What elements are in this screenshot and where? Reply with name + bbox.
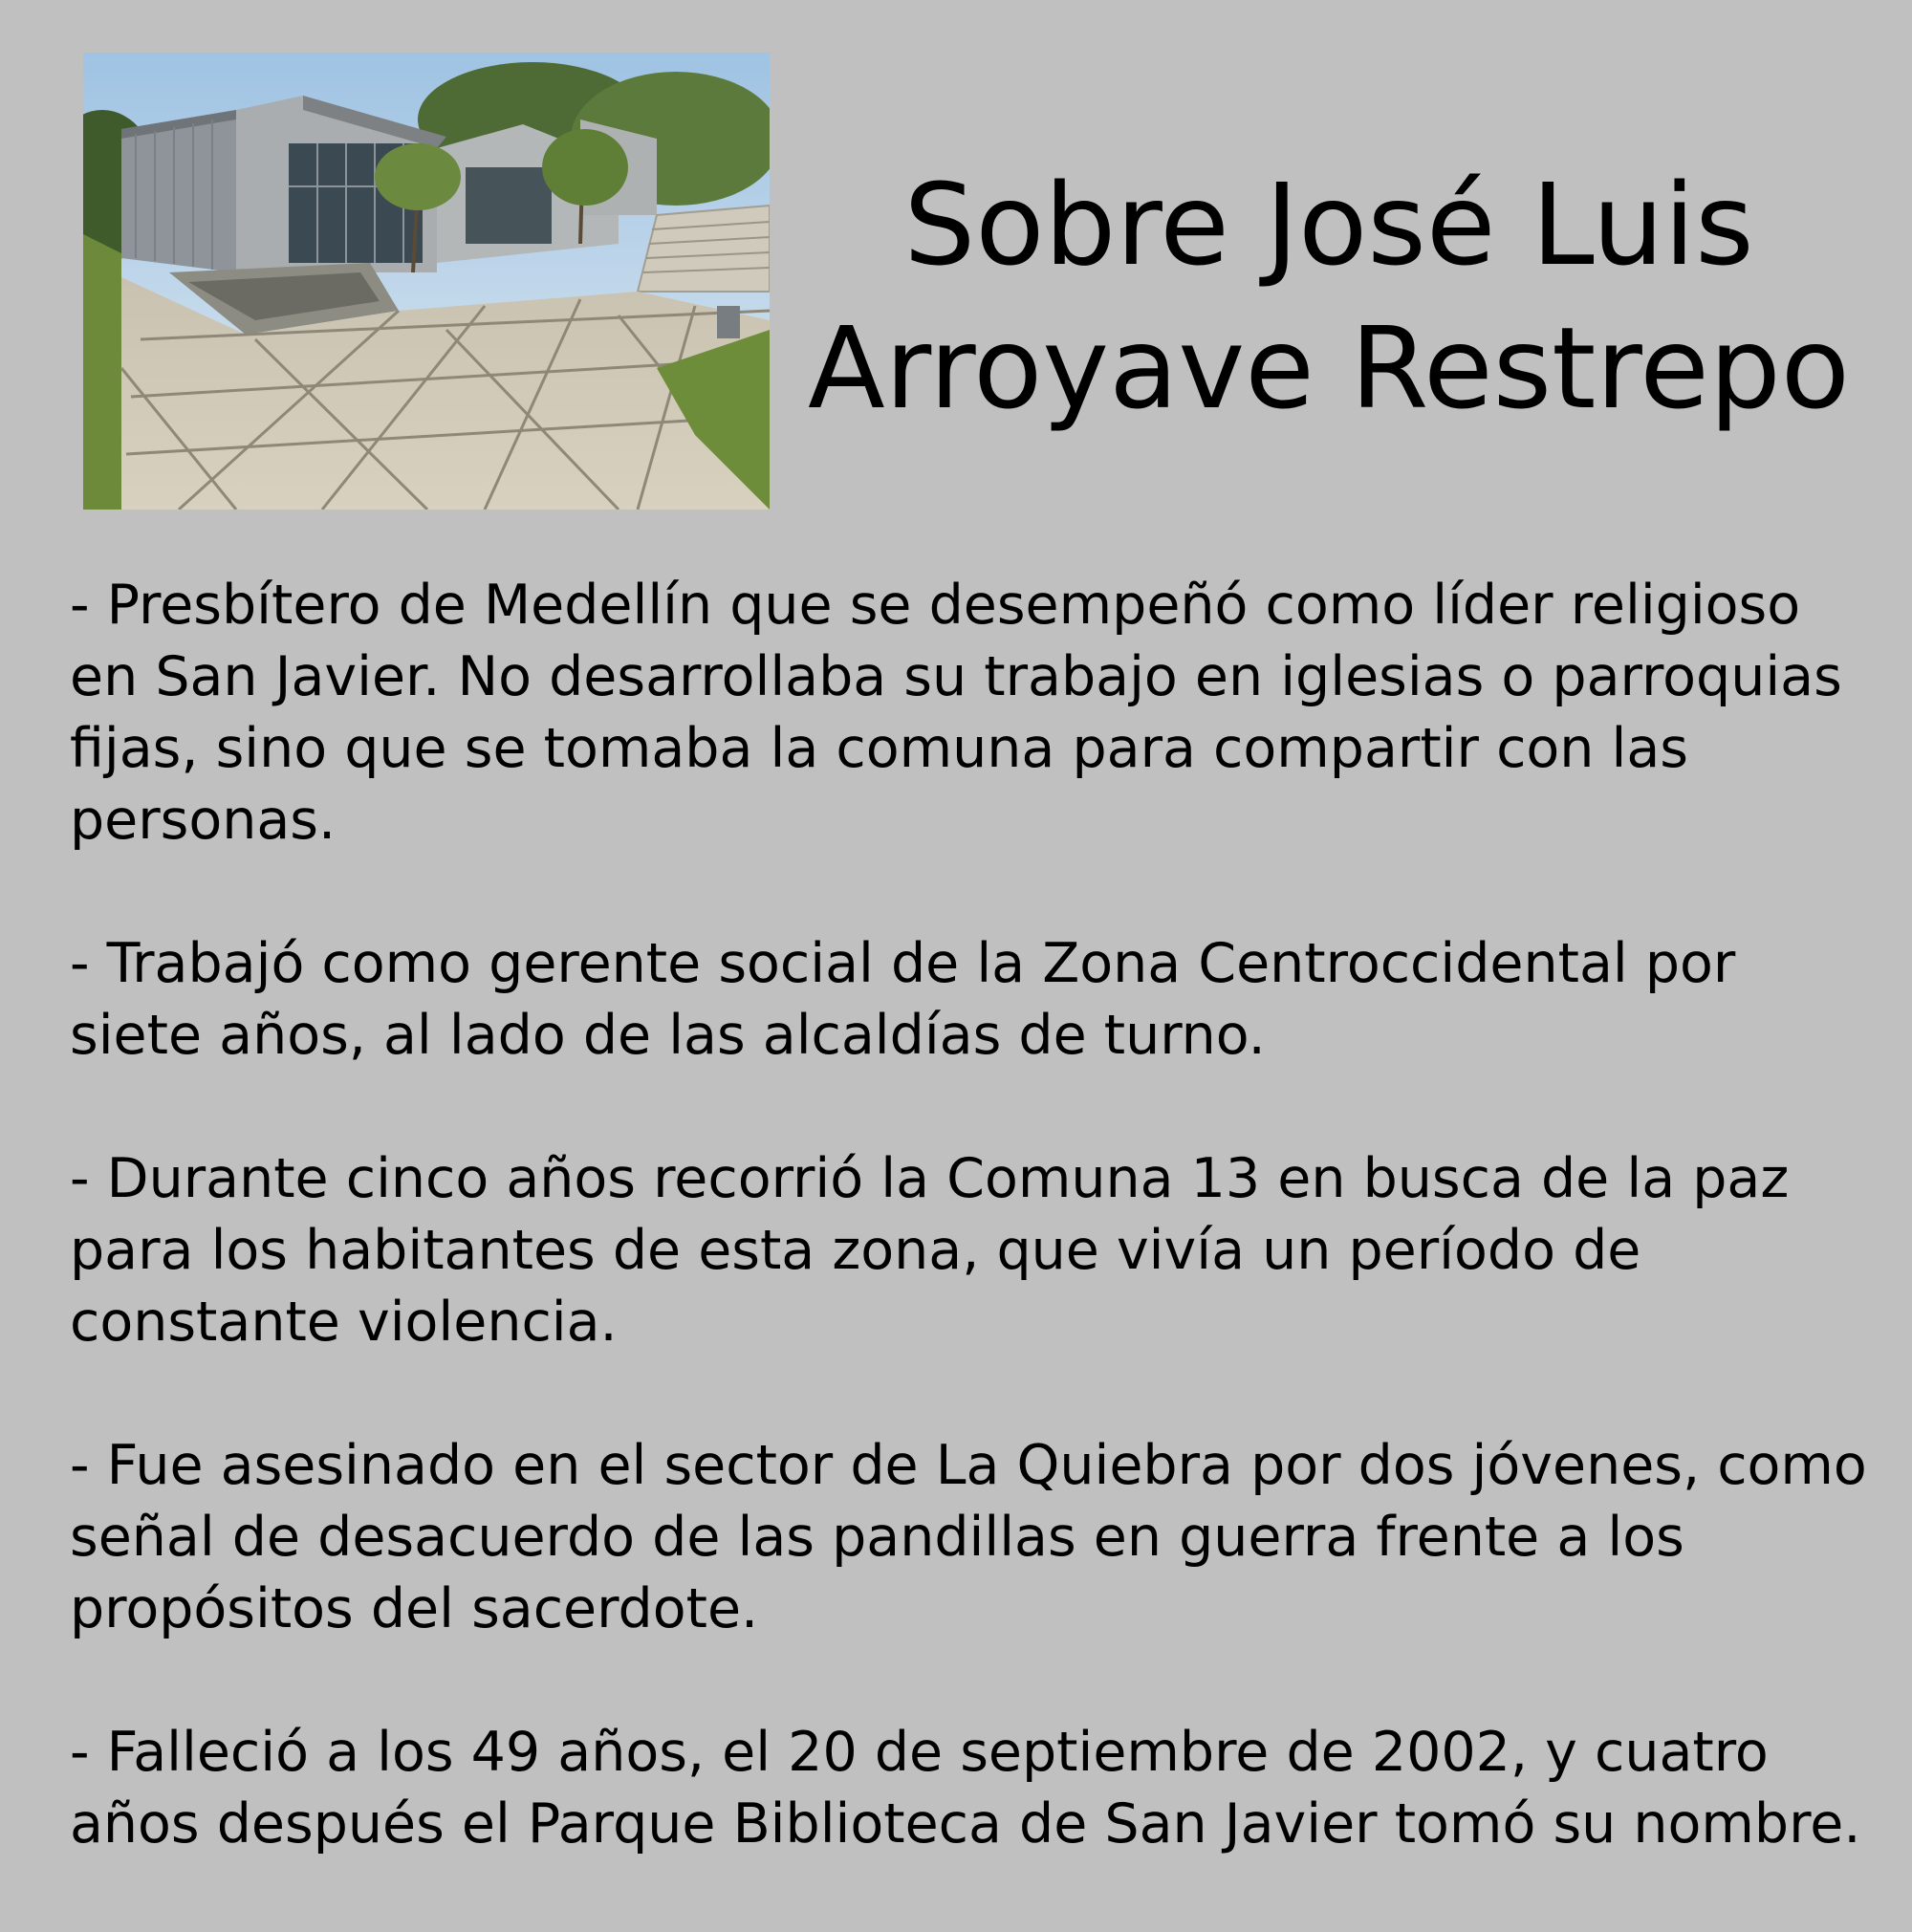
library-building-photo-icon: [83, 53, 770, 510]
paragraph-3: - Durante cinco años recorrió la Comuna 13 en busca de la paz para los habitantes de esta zona, que vivía un período de constante violencia.: [70, 1147, 1790, 1354]
page-title: [803, 153, 1855, 440]
library-photo: [83, 53, 770, 510]
title-line-2: Arroyave Restrepo: [807, 302, 1850, 434]
title-line-1: Sobre José Luis: [903, 159, 1754, 291]
paragraph-1: - Presbítero de Medellín que se desempeñó como líder religioso en San Javier. No desarrollaba su trabajo en iglesias o parroquias fijas, sino que se tomaba la comuna para compartir con las personas.: [70, 574, 1842, 852]
paragraph-5: - Falleció a los 49 años, el 20 de septiembre de 2002, y cuatro años después el Parque Biblioteca de San Javier tomó su nombre.: [70, 1721, 1861, 1856]
paragraph-4: - Fue asesinado en el sector de La Quiebra por dos jóvenes, como señal de desacuerdo de las pandillas en guerra frente a los propósitos del sacerdote.: [70, 1434, 1867, 1640]
paragraph-2: - Trabajó como gerente social de la Zona Centroccidental por siete años, al lado de las alcaldías de turno.: [70, 932, 1736, 1067]
biography-text: [70, 570, 1867, 1932]
